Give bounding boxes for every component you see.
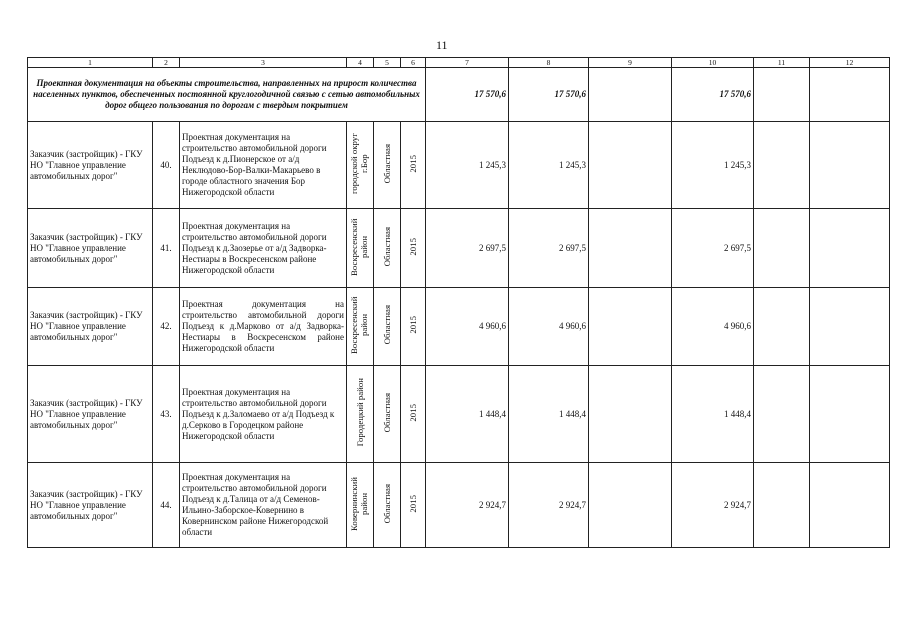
year-cell <box>401 463 426 548</box>
empty-cell <box>589 209 672 288</box>
year-text: 2015 <box>408 316 418 334</box>
table-row <box>28 122 890 209</box>
col10-value: 1 245,3 <box>672 122 754 209</box>
column-number: 11 <box>754 58 810 68</box>
level-cell <box>374 209 401 288</box>
district-cell <box>347 209 374 288</box>
empty-cell <box>754 209 810 288</box>
table-row <box>28 288 890 366</box>
row-number: 43. <box>153 366 180 463</box>
client-cell: Заказчик (застройщик) - ГКУ НО "Главное управление автомобильных дорог" <box>28 463 153 548</box>
table-row <box>28 209 890 288</box>
district-cell <box>347 288 374 366</box>
col8-value: 4 960,6 <box>509 288 589 366</box>
col7-value: 2 697,5 <box>426 209 509 288</box>
row-number: 42. <box>153 288 180 366</box>
client-cell: Заказчик (застройщик) - ГКУ НО "Главное управление автомобильных дорог" <box>28 288 153 366</box>
section-header-row <box>28 68 890 122</box>
year-text: 2015 <box>408 154 418 173</box>
project-table <box>27 57 890 548</box>
level-cell <box>374 288 401 366</box>
level-text: Областная <box>382 226 392 267</box>
level-text: Областная <box>382 483 392 524</box>
column-number: 8 <box>509 58 589 68</box>
row-number: 40. <box>153 122 180 209</box>
empty-cell <box>810 209 890 288</box>
col8-value: 2 924,7 <box>509 463 589 548</box>
section-total-col10: 17 570,6 <box>672 68 754 122</box>
project-description: Проектная документация на строительство автомобильной дороги Подъезд к д.Заломаево от а/д Подъезд к д.Серково в Городецком районе Нижегородской области <box>180 366 347 463</box>
empty-cell <box>589 463 672 548</box>
column-number: 7 <box>426 58 509 68</box>
col8-value: 1 245,3 <box>509 122 589 209</box>
year-text: 2015 <box>408 494 418 513</box>
column-number: 12 <box>810 58 890 68</box>
district-text: Ковернинский район <box>349 476 369 531</box>
empty-cell <box>810 463 890 548</box>
empty-cell <box>810 68 890 122</box>
col10-value: 4 960,6 <box>672 288 754 366</box>
column-number: 9 <box>589 58 672 68</box>
column-number: 3 <box>180 58 347 68</box>
column-number-row <box>28 58 890 68</box>
district-text: городской округ г.Бор <box>349 133 369 194</box>
district-text: Воскресенский район <box>349 296 369 354</box>
col7-value: 2 924,7 <box>426 463 509 548</box>
section-total-col8: 17 570,6 <box>509 68 589 122</box>
table-row <box>28 463 890 548</box>
empty-cell <box>589 366 672 463</box>
year-cell <box>401 122 426 209</box>
col8-value: 1 448,4 <box>509 366 589 463</box>
col10-value: 2 697,5 <box>672 209 754 288</box>
empty-cell <box>589 68 672 122</box>
col8-value: 2 697,5 <box>509 209 589 288</box>
client-cell: Заказчик (застройщик) - ГКУ НО "Главное управление автомобильных дорог" <box>28 366 153 463</box>
empty-cell <box>754 288 810 366</box>
empty-cell <box>754 366 810 463</box>
empty-cell <box>589 288 672 366</box>
col7-value: 1 448,4 <box>426 366 509 463</box>
section-title: Проектная документация на объекты строительства, направленных на прирост количества населенных пунктов, обеспеченных постоянной круглогодичной связью с сетью автомобильных дорог общего пользования по дорогам с твердым покрытием <box>28 68 426 122</box>
column-number: 5 <box>374 58 401 68</box>
row-number: 44. <box>153 463 180 548</box>
column-number: 4 <box>347 58 374 68</box>
level-cell <box>374 366 401 463</box>
district-cell <box>347 122 374 209</box>
column-number: 6 <box>401 58 426 68</box>
column-number: 1 <box>28 58 153 68</box>
year-text: 2015 <box>408 403 418 422</box>
project-description: Проектная документация на строительство автомобильной дороги Подъезд к д.Пионерское от а/д Неклюдово-Бор-Валки-Макарьево в городе областного значения Бор Нижегородской области <box>180 122 347 209</box>
level-text: Областная <box>382 392 392 433</box>
project-description: Проектная документация на строительство автомобильной дороги Подъезд к д.Талица от а/д Семенов-Ильино-Заборское-Ковернино в Ковернинском районе Нижегородской области <box>180 463 347 548</box>
year-text: 2015 <box>408 237 418 256</box>
empty-cell <box>754 122 810 209</box>
empty-cell <box>589 122 672 209</box>
project-description: Проектная документация на строительство автомобильной дороги Подъезд к д.Заозерье от а/д Задворка-Нестиары в Воскресенском районе Нижегородской области <box>180 209 347 288</box>
col10-value: 2 924,7 <box>672 463 754 548</box>
empty-cell <box>810 122 890 209</box>
district-text: Городецкий район <box>355 378 365 447</box>
year-cell <box>401 366 426 463</box>
col10-value: 1 448,4 <box>672 366 754 463</box>
level-text: Областная <box>382 305 392 345</box>
year-cell <box>401 209 426 288</box>
project-description: Проектная документация на строительство автомобильной дороги Подъезд к д.Марково от а/д Задворка-Нестиары в Воскресенском районе Нижегородской области <box>180 288 347 366</box>
district-cell <box>347 366 374 463</box>
empty-cell <box>754 68 810 122</box>
client-cell: Заказчик (застройщик) - ГКУ НО "Главное управление автомобильных дорог" <box>28 209 153 288</box>
page-number: 11 <box>436 38 448 52</box>
level-cell <box>374 122 401 209</box>
empty-cell <box>754 463 810 548</box>
col7-value: 1 245,3 <box>426 122 509 209</box>
row-number: 41. <box>153 209 180 288</box>
table-row <box>28 366 890 463</box>
client-cell: Заказчик (застройщик) - ГКУ НО "Главное управление автомобильных дорог" <box>28 122 153 209</box>
col7-value: 4 960,6 <box>426 288 509 366</box>
section-total-col7: 17 570,6 <box>426 68 509 122</box>
empty-cell <box>810 366 890 463</box>
column-number: 10 <box>672 58 754 68</box>
empty-cell <box>810 288 890 366</box>
level-cell <box>374 463 401 548</box>
column-number: 2 <box>153 58 180 68</box>
district-text: Воскресенский район <box>349 217 369 276</box>
year-cell <box>401 288 426 366</box>
level-text: Областная <box>382 143 392 184</box>
district-cell <box>347 463 374 548</box>
